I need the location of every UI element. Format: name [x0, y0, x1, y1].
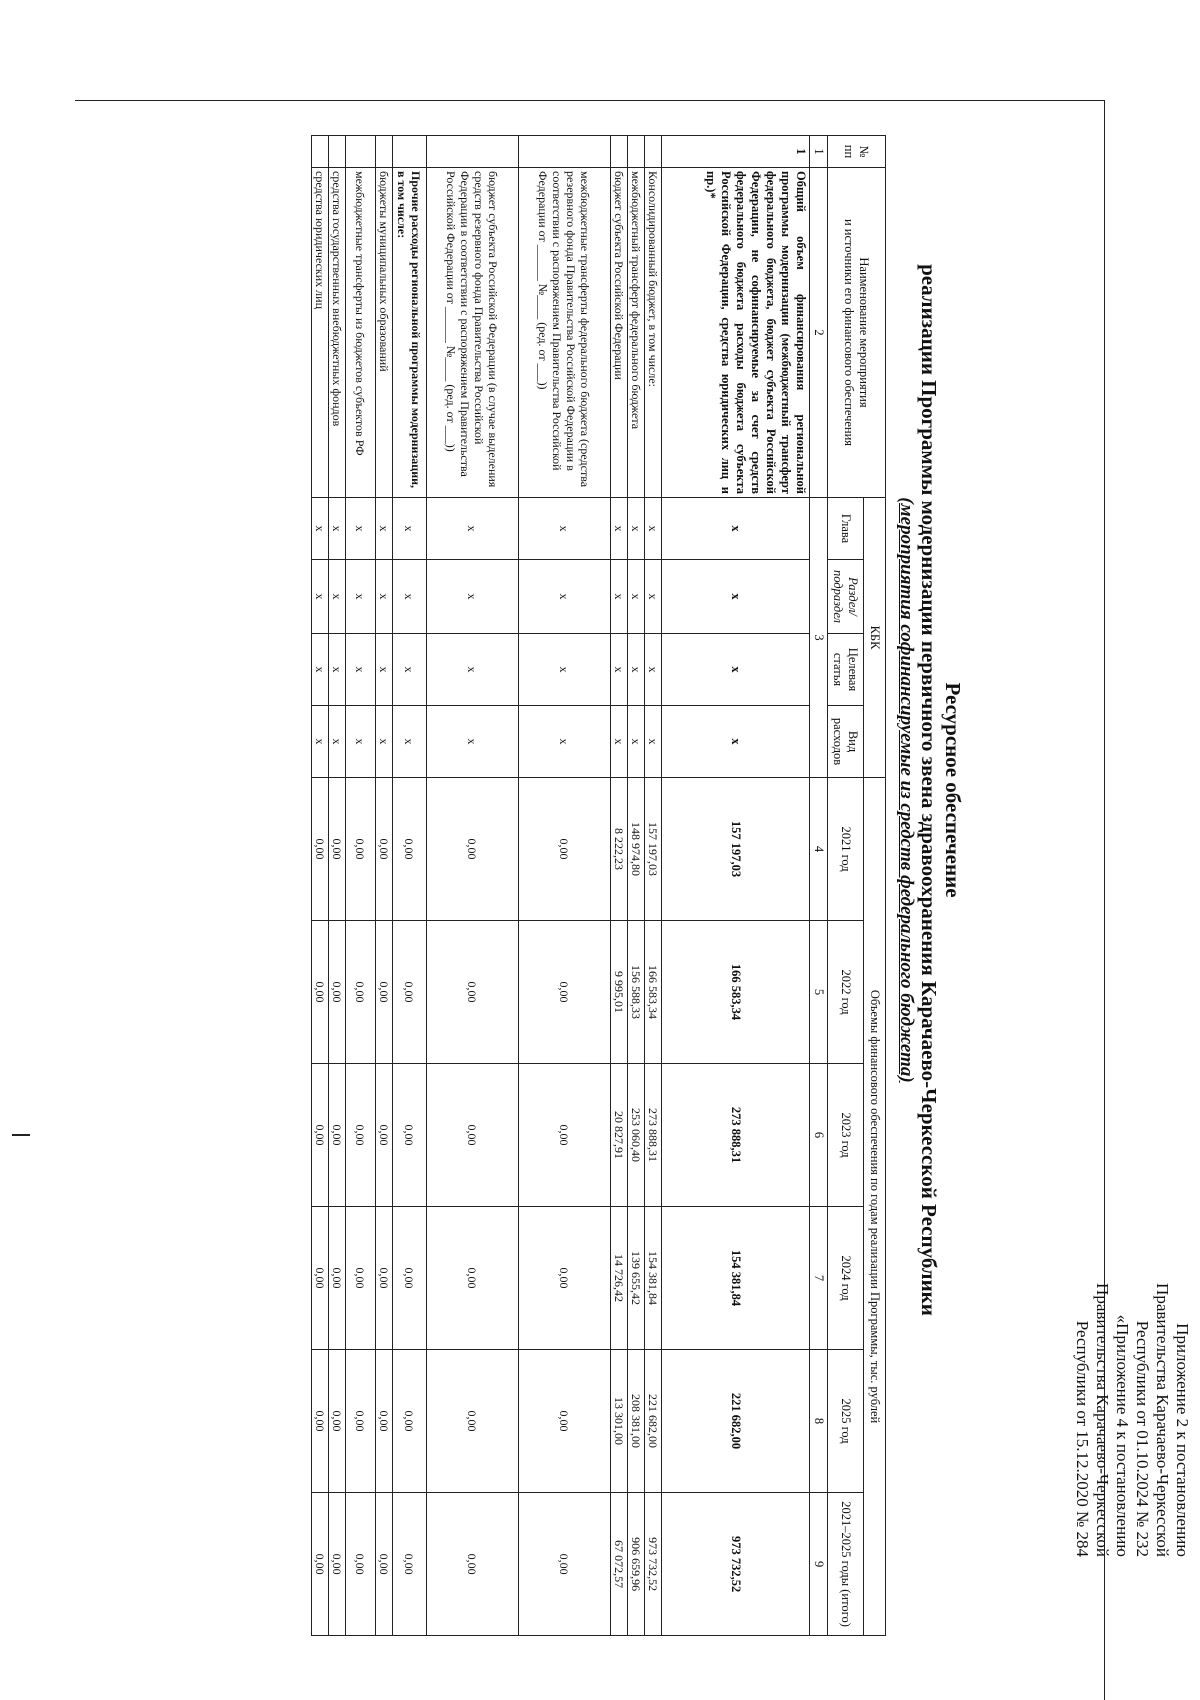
cell-2021: 157 197,03: [645, 778, 662, 921]
cell-expense: x: [628, 706, 645, 778]
cell-2022: 9 995,01: [611, 921, 628, 1064]
row-name: межбюджетные трансферты федерального бюджета (средства резервного фонда Правительства Российской Федерации в соответствии с распоряжением Правительства Российской Федерации от ______ №____ (ред. от ___)): [519, 168, 611, 498]
table-row: [662, 136, 810, 1636]
index-cell-5: 5: [810, 921, 828, 1064]
cell-2023: 273 888,31: [662, 1064, 810, 1207]
cell-target: x: [329, 634, 346, 706]
cell-total: 0,00: [376, 1493, 393, 1636]
cell-expense: x: [662, 706, 810, 778]
cell-section: x: [519, 560, 611, 634]
header-2024: 2024 год: [828, 1207, 864, 1350]
index-cell-2: 2: [810, 168, 828, 498]
row-num: [645, 136, 662, 168]
appendix-note: [1072, 1283, 1192, 1557]
cell-section: x: [329, 560, 346, 634]
cell-2023: 20 827,91: [611, 1064, 628, 1207]
cell-2024: 0,00: [312, 1207, 329, 1350]
cell-2023: 253 060,40: [628, 1064, 645, 1207]
cell-section: x: [312, 560, 329, 634]
cell-section: x: [376, 560, 393, 634]
table-row: [519, 136, 611, 1636]
cell-total: 0,00: [427, 1493, 519, 1636]
cell-2024: 0,00: [393, 1207, 427, 1350]
cell-target: x: [376, 634, 393, 706]
row-num: [346, 136, 376, 168]
cell-2022: 0,00: [329, 921, 346, 1064]
index-cell-8: 8: [810, 1350, 828, 1493]
cell-2024: 154 381,84: [645, 1207, 662, 1350]
frame-line-left: [75, 100, 1105, 101]
cell-2023: 0,00: [312, 1064, 329, 1207]
cell-2023: 0,00: [346, 1064, 376, 1207]
cell-target: x: [393, 634, 427, 706]
cell-chapter: x: [662, 498, 810, 560]
cell-target: x: [312, 634, 329, 706]
row-name: бюджеты муниципальных образований: [376, 168, 393, 498]
row-name: бюджет субъекта Российской Федерации (в случае выделения средств резервного фонда Правительства Российской Федерации в соответствии с распоряжением Правительства Российской Федерации от ______ №____ (ред. от ___)): [427, 168, 519, 498]
cell-2023: 0,00: [376, 1064, 393, 1207]
cell-2025: 0,00: [376, 1350, 393, 1493]
cell-total: 0,00: [519, 1493, 611, 1636]
cell-2022: 0,00: [427, 921, 519, 1064]
row-num: [393, 136, 427, 168]
cell-2023: 0,00: [329, 1064, 346, 1207]
cell-target: x: [662, 634, 810, 706]
cell-total: 0,00: [329, 1493, 346, 1636]
document-title: [895, 240, 965, 1340]
table-row: [329, 136, 346, 1636]
header-volumes: Объемы финансового обеспечения по годам реализации Программы, тыс. рублей: [864, 778, 886, 1636]
cell-expense: x: [427, 706, 519, 778]
header-2022: 2022 год: [828, 921, 864, 1064]
row-num: [329, 136, 346, 168]
cell-chapter: x: [519, 498, 611, 560]
cell-chapter: x: [427, 498, 519, 560]
row-num: [312, 136, 329, 168]
row-num: 1: [662, 136, 810, 168]
index-cell-9: 9: [810, 1493, 828, 1636]
cell-2025: 208 381,00: [628, 1350, 645, 1493]
cell-expense: x: [611, 706, 628, 778]
cell-2022: 156 588,33: [628, 921, 645, 1064]
header-2025: 2025 год: [828, 1350, 864, 1493]
cell-2021: 157 197,03: [662, 778, 810, 921]
cell-total: 973 732,52: [645, 1493, 662, 1636]
table-row: [393, 136, 427, 1636]
cell-chapter: x: [645, 498, 662, 560]
cell-2024: 139 655,42: [628, 1207, 645, 1350]
cell-2023: 273 888,31: [645, 1064, 662, 1207]
cell-chapter: x: [628, 498, 645, 560]
appendix-line-3: Республики от 01.10.2024 № 232: [1133, 1320, 1152, 1557]
header-chapter: Глава: [828, 498, 864, 560]
appendix-line-2: Правительства Карачаево-Черкесской: [1153, 1283, 1172, 1557]
table-row: [376, 136, 393, 1636]
index-cell-4: 4: [810, 778, 828, 921]
cell-2022: 0,00: [376, 921, 393, 1064]
appendix-line-6: Республики от 15.12.2020 № 284: [1073, 1320, 1092, 1557]
cell-expense: x: [393, 706, 427, 778]
index-cell-3: 3: [810, 498, 828, 778]
cell-section: x: [393, 560, 427, 634]
cell-2021: 0,00: [427, 778, 519, 921]
row-name: средства государственных внебюджетных фондов: [329, 168, 346, 498]
header-name-line-1: Наименование мероприятия: [857, 257, 872, 408]
cell-2025: 0,00: [519, 1350, 611, 1493]
cell-2025: 0,00: [329, 1350, 346, 1493]
index-cell-7: 7: [810, 1207, 828, 1350]
row-num: [628, 136, 645, 168]
row-num: [519, 136, 611, 168]
cell-target: x: [611, 634, 628, 706]
cell-total: 906 659,96: [628, 1493, 645, 1636]
appendix-line-5: Правительства Карачаево-Черкесской: [1093, 1283, 1112, 1557]
cell-target: x: [346, 634, 376, 706]
cell-chapter: x: [393, 498, 427, 560]
cell-2021: 0,00: [329, 778, 346, 921]
cell-2024: 14 726,42: [611, 1207, 628, 1350]
row-name: бюджет субъекта Российской Федерации: [611, 168, 628, 498]
row-num: [376, 136, 393, 168]
cell-expense: x: [519, 706, 611, 778]
cell-chapter: x: [376, 498, 393, 560]
header-2021: 2021 год: [828, 778, 864, 921]
row-name: Прочие расходы региональной программы модернизации, в том числе:: [393, 168, 427, 498]
cell-2023: 0,00: [519, 1064, 611, 1207]
cell-total: 0,00: [346, 1493, 376, 1636]
cell-2021: 0,00: [376, 778, 393, 921]
header-total: 2021–2025 годы (итого): [828, 1493, 864, 1636]
cell-2024: 154 381,84: [662, 1207, 810, 1350]
cell-2025: 0,00: [393, 1350, 427, 1493]
cell-target: x: [628, 634, 645, 706]
cell-2024: 0,00: [346, 1207, 376, 1350]
cell-2022: 166 583,34: [662, 921, 810, 1064]
cell-expense: x: [645, 706, 662, 778]
header-num: № пп: [828, 136, 886, 168]
row-num: [427, 136, 519, 168]
cell-section: x: [628, 560, 645, 634]
cell-chapter: x: [346, 498, 376, 560]
index-cell-6: 6: [810, 1064, 828, 1207]
cell-2025: 221 682,00: [645, 1350, 662, 1493]
cell-2025: 0,00: [312, 1350, 329, 1493]
cell-chapter: x: [611, 498, 628, 560]
table-row: [645, 136, 662, 1636]
cell-2021: 0,00: [346, 778, 376, 921]
header-target: Целевая статья: [828, 634, 864, 706]
cell-expense: x: [346, 706, 376, 778]
resource-table: [311, 135, 886, 1636]
cell-chapter: x: [312, 498, 329, 560]
cell-2023: 0,00: [427, 1064, 519, 1207]
cell-2024: 0,00: [519, 1207, 611, 1350]
cell-expense: x: [376, 706, 393, 778]
row-name: межбюджетный трансферт федерального бюджета: [628, 168, 645, 498]
cell-2021: 0,00: [312, 778, 329, 921]
appendix-line-4: «Приложение 4 к постановлению: [1113, 1314, 1132, 1557]
cell-2022: 0,00: [346, 921, 376, 1064]
appendix-line-1: Приложение 2 к постановлению: [1173, 1323, 1192, 1557]
cell-2025: 221 682,00: [662, 1350, 810, 1493]
title-line-1: Ресурсное обеспечение: [941, 682, 965, 898]
cell-2022: 0,00: [312, 921, 329, 1064]
table-row: [312, 136, 329, 1636]
cell-2021: 0,00: [393, 778, 427, 921]
index-cell-1: 1: [810, 136, 828, 168]
cell-section: x: [346, 560, 376, 634]
cell-target: x: [519, 634, 611, 706]
cell-2025: 0,00: [427, 1350, 519, 1493]
cell-2024: 0,00: [376, 1207, 393, 1350]
cell-2025: 13 301,00: [611, 1350, 628, 1493]
header-2023: 2023 год: [828, 1064, 864, 1207]
row-name: Консолидированный бюджет, в том числе:: [645, 168, 662, 498]
cell-total: 973 732,52: [662, 1493, 810, 1636]
table-row: [628, 136, 645, 1636]
cell-2023: 0,00: [393, 1064, 427, 1207]
title-line-2: реализации Программы модернизации первичного звена здравоохранения Карачаево-Черкесской Республики: [917, 264, 941, 1316]
cell-2021: 8 222,23: [611, 778, 628, 921]
cell-target: x: [645, 634, 662, 706]
cell-2024: 0,00: [329, 1207, 346, 1350]
cell-2022: 166 583,34: [645, 921, 662, 1064]
header-name: [828, 168, 886, 498]
table-row: [427, 136, 519, 1636]
row-num: [611, 136, 628, 168]
row-name: средства юридических лиц: [312, 168, 329, 498]
table-row: [611, 136, 628, 1636]
cell-total: 0,00: [393, 1493, 427, 1636]
header-expense: Вид расходов: [828, 706, 864, 778]
cell-total: 0,00: [312, 1493, 329, 1636]
cell-2021: 148 974,80: [628, 778, 645, 921]
cell-2022: 0,00: [519, 921, 611, 1064]
header-kbk: КБК: [864, 498, 886, 778]
row-name: межбюджетные трансферты из бюджетов субъектов РФ: [346, 168, 376, 498]
cell-2021: 0,00: [519, 778, 611, 921]
table-row: [346, 136, 376, 1636]
cell-section: x: [427, 560, 519, 634]
cell-total: 67 072,57: [611, 1493, 628, 1636]
cell-chapter: x: [329, 498, 346, 560]
cell-section: x: [645, 560, 662, 634]
cell-expense: x: [329, 706, 346, 778]
cell-2025: 0,00: [346, 1350, 376, 1493]
cell-section: x: [611, 560, 628, 634]
cell-section: x: [662, 560, 810, 634]
row-name: Общий объем финансирования региональной программы модернизации (межбюджетный трансферт федерального бюджета, бюджет субъекта Российской Федерации, не софинансируемые за счет средств федерального бюджета расходы бюджета субъекта Российской Федерации, средства юридических лиц и пр.)*: [662, 168, 810, 498]
header-section: Раздел/ подраздел: [828, 560, 864, 634]
cell-2024: 0,00: [427, 1207, 519, 1350]
cell-expense: x: [312, 706, 329, 778]
title-line-3: (мероприятия софинансируемые из средств федерального бюджета): [896, 497, 917, 1083]
cell-2022: 0,00: [393, 921, 427, 1064]
cell-target: x: [427, 634, 519, 706]
header-name-line-2: и источники его финансового обеспечения: [842, 218, 857, 447]
